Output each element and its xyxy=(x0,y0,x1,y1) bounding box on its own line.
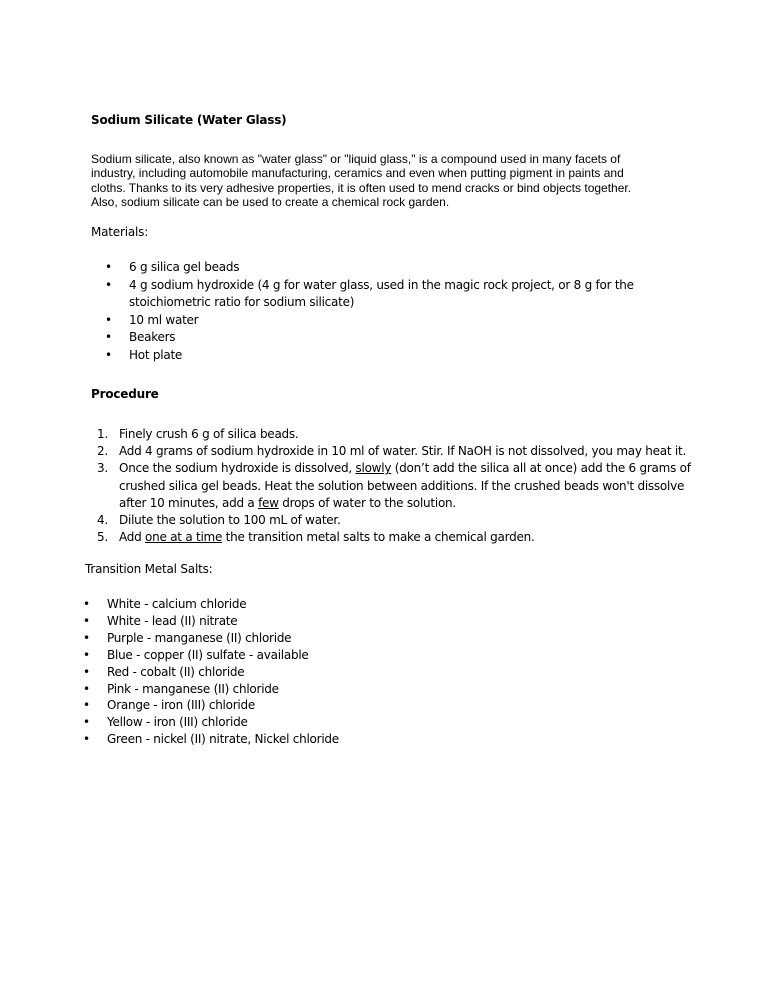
bullet-icon: • xyxy=(105,277,112,292)
list-item xyxy=(83,681,339,698)
bullet-icon: • xyxy=(83,698,90,713)
list-item xyxy=(97,426,719,443)
list-item xyxy=(97,460,719,512)
material-text: Beakers xyxy=(129,330,176,344)
step-number: 2. xyxy=(97,444,108,459)
bullet-icon: • xyxy=(83,647,90,662)
bullet-icon: • xyxy=(83,613,90,628)
list-item xyxy=(83,647,339,664)
procedure-heading: Procedure xyxy=(91,387,159,401)
step-text: (don’t add the silica all at once) add the 6 grams of xyxy=(391,461,691,476)
materials-list xyxy=(105,259,634,364)
salt-text: Green - nickel (II) nitrate, Nickel chloride xyxy=(107,732,339,747)
list-item xyxy=(83,630,339,647)
bullet-icon: • xyxy=(105,347,112,362)
salt-text: Yellow - iron (III) chloride xyxy=(107,715,248,730)
bullet-icon: • xyxy=(83,597,90,611)
step-text-continued: crushed silica gel beads. Heat the solution between additions. If the crushed beads won't dissolve xyxy=(119,478,685,493)
document-title: Sodium Silicate (Water Glass) xyxy=(91,113,287,127)
list-item xyxy=(105,277,634,312)
step-text: Dilute the solution to 100 mL of water. xyxy=(119,513,341,528)
bullet-icon: • xyxy=(83,715,90,730)
material-text: 6 g silica gel beads xyxy=(129,260,240,274)
list-item xyxy=(97,443,719,460)
list-item xyxy=(105,259,634,277)
materials-heading: Materials: xyxy=(91,225,149,239)
salts-heading: Transition Metal Salts: xyxy=(85,562,213,576)
bullet-icon: • xyxy=(105,312,112,327)
salt-text: White - lead (II) nitrate xyxy=(107,613,238,628)
list-item xyxy=(105,312,634,330)
bullet-icon: • xyxy=(105,260,112,274)
step-number: 1. xyxy=(97,427,108,441)
step-text: Add xyxy=(119,530,146,545)
bullet-icon: • xyxy=(83,664,90,679)
list-item xyxy=(83,664,339,681)
emphasis-underline: few xyxy=(258,495,279,510)
step-text: Once the sodium hydroxide is dissolved, xyxy=(119,461,356,476)
list-item xyxy=(83,613,339,630)
bullet-icon: • xyxy=(83,732,90,747)
list-item xyxy=(97,529,719,546)
salt-text: Purple - manganese (II) chloride xyxy=(107,630,292,645)
bullet-icon: • xyxy=(83,630,90,645)
list-item xyxy=(83,596,339,613)
list-item xyxy=(105,329,634,347)
intro-paragraph xyxy=(91,152,671,210)
list-item xyxy=(83,697,339,714)
step-text-continued: drops of water to the solution. xyxy=(278,495,456,510)
step-text: the transition metal salts to make a chemical garden. xyxy=(222,530,535,545)
material-text-continued: stoichiometric ratio for sodium silicate) xyxy=(129,295,355,309)
material-text: Hot plate xyxy=(129,347,183,362)
step-text-continued: after 10 minutes, add a xyxy=(119,495,259,510)
list-item xyxy=(83,731,339,748)
salt-text: Red - cobalt (II) chloride xyxy=(107,664,245,679)
list-item xyxy=(105,347,634,365)
bullet-icon: • xyxy=(83,681,90,696)
step-text: Finely crush 6 g of silica beads. xyxy=(119,427,299,441)
salt-text: Blue - copper (II) sulfate - available xyxy=(107,647,309,662)
step-number: 5. xyxy=(97,530,108,545)
intro-line: Also, sodium silicate can be used to create a chemical rock garden. xyxy=(91,195,450,210)
emphasis-underline: one at a time xyxy=(145,530,223,545)
procedure-list xyxy=(97,426,719,546)
salts-list xyxy=(83,596,339,748)
emphasis-underline: slowly xyxy=(355,461,392,476)
list-item xyxy=(83,714,339,731)
intro-line: cloths. Thanks to its very adhesive properties, it is often used to mend cracks or bind objects together. xyxy=(91,180,632,195)
step-number: 4. xyxy=(97,513,108,528)
bullet-icon: • xyxy=(105,330,112,344)
list-item xyxy=(97,512,719,529)
intro-line: Sodium silicate, also known as "water glass" or "liquid glass," is a compound used in many facets of xyxy=(91,152,621,166)
material-text: 10 ml water xyxy=(129,312,199,327)
step-number: 3. xyxy=(97,461,108,476)
step-text: Add 4 grams of sodium hydroxide in 10 ml of water. Stir. If NaOH is not dissolved, you may heat it. xyxy=(119,444,687,459)
salt-text: Pink - manganese (II) chloride xyxy=(107,681,279,696)
material-text: 4 g sodium hydroxide (4 g for water glass, used in the magic rock project, or 8 g for the xyxy=(129,277,634,292)
salt-text: Orange - iron (III) chloride xyxy=(107,698,256,713)
salt-text: White - calcium chloride xyxy=(107,597,247,611)
intro-line: industry, including automobile manufacturing, ceramics and even when putting pigment in paints and xyxy=(91,166,624,181)
